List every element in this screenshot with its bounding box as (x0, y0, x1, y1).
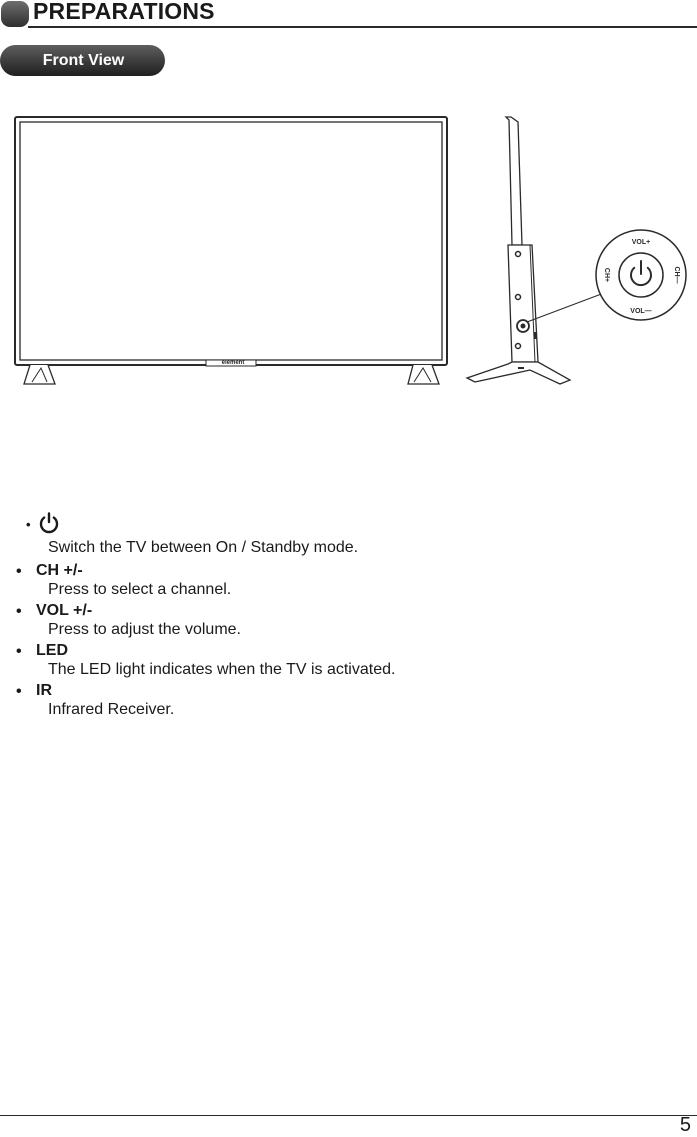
list-item-vol (0, 600, 697, 640)
tv-front-view (15, 117, 447, 384)
list-item-label: VOL +/- (36, 602, 93, 619)
list-item-label: CH +/- (36, 562, 83, 579)
list-item-ch (0, 560, 697, 600)
bullet: • (16, 683, 22, 700)
list-item-description: Press to select a channel. (48, 581, 232, 598)
header-divider (28, 26, 697, 28)
list-item-description: Switch the TV between On / Standby mode. (48, 539, 359, 556)
tv-side-view (467, 117, 570, 384)
list-item-power (0, 512, 697, 560)
list-item-description: Infrared Receiver. (48, 701, 175, 718)
bullet: • (16, 563, 22, 580)
callout-line (527, 290, 612, 322)
bullet: • (16, 603, 22, 620)
ch-minus-label: CH— (673, 266, 680, 284)
controls-list (0, 512, 697, 720)
footer-divider (0, 1115, 697, 1116)
bullet: • (26, 517, 31, 532)
brand-logo-text: element (221, 360, 245, 366)
ch-plus-label: CH+ (603, 267, 610, 283)
brand-logo (222, 360, 245, 366)
tv-diagram (0, 100, 697, 400)
page-number: 5 (679, 1114, 691, 1136)
header-tab-decoration (1, 1, 29, 27)
power-icon (38, 512, 60, 534)
bullet: • (16, 643, 22, 660)
control-panel-zoom (596, 230, 686, 320)
vol-minus-label: VOL— (630, 308, 652, 315)
vol-plus-label: VOL+ (631, 239, 651, 246)
page-title: PREPARATIONS (33, 0, 215, 24)
list-item-description: Press to adjust the volume. (48, 621, 241, 638)
list-item-led (0, 640, 697, 680)
section-label-front-view: Front View (0, 45, 165, 76)
list-item-ir (0, 680, 697, 720)
list-item-label: IR (36, 682, 52, 699)
list-item-description: The LED light indicates when the TV is activated. (48, 661, 396, 678)
list-item-label: LED (36, 642, 68, 659)
